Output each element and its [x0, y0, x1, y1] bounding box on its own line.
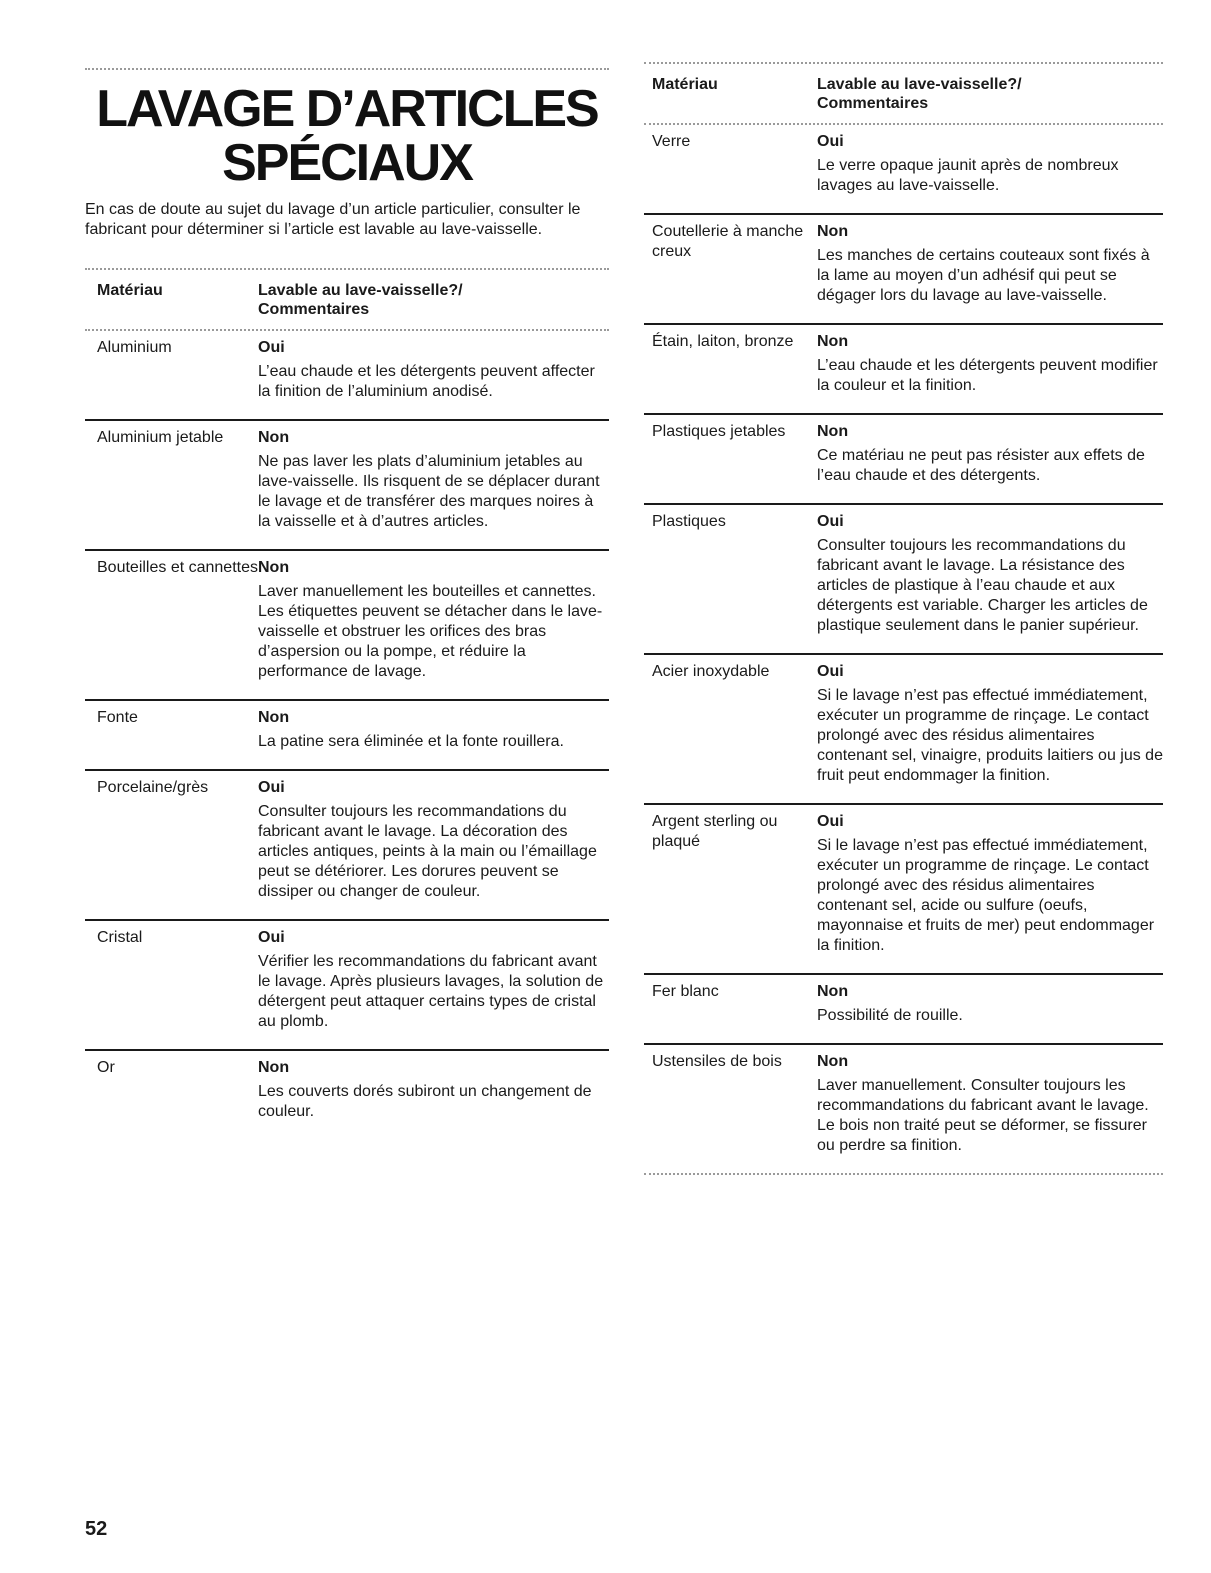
- table-row: [85, 701, 609, 771]
- dishwasher-safe-verdict: Non: [258, 559, 290, 576]
- page-number: 52: [85, 1518, 108, 1540]
- dishwasher-safe-verdict: Non: [258, 709, 290, 726]
- comment-cell: [817, 812, 1163, 956]
- intro-paragraph: En cas de doute au sujet du lavage d’un article particulier, consulter le fabricant pour déterminer si l’article est lavable au lave-vaisselle.: [85, 201, 581, 238]
- dishwasher-safe-verdict: Oui: [817, 663, 844, 680]
- table-row: [85, 551, 609, 701]
- comment-text: Consulter toujours les recommandations du fabricant avant le lavage. La décoration des articles antiques, peints à la main ou l’émaillage peut se détériorer. Les dorures peuvent se dissiper ou changer de couleur.: [258, 803, 597, 900]
- header-comments: [258, 281, 609, 319]
- header-material: Matériau: [652, 76, 718, 93]
- comment-text: Vérifier les recommandations du fabricant avant le lavage. Après plusieurs lavages, la solution de détergent peut attaquer certains types de cristal au plomb.: [258, 953, 604, 1030]
- material-cell: Verre: [652, 133, 691, 150]
- comment-cell: [817, 222, 1163, 306]
- dishwasher-safe-verdict: Oui: [817, 513, 844, 530]
- dishwasher-safe-verdict: Oui: [258, 929, 285, 946]
- table-row: [644, 415, 1163, 505]
- dishwasher-safe-verdict: Oui: [817, 133, 844, 150]
- materials-table-right: [644, 62, 1163, 1175]
- comment-cell: [817, 332, 1163, 396]
- table-row: [85, 921, 609, 1051]
- comment-text: L’eau chaude et les détergents peuvent modifier la couleur et la finition.: [817, 357, 1158, 394]
- dishwasher-safe-verdict: Oui: [258, 779, 285, 796]
- material-cell: Bouteilles et cannettes: [97, 559, 258, 576]
- dishwasher-safe-verdict: Non: [817, 423, 849, 440]
- comment-text: Laver manuellement. Consulter toujours les recommandations du fabricant avant le lavage. Le bois non traité peut se déformer, se fissurer ou perdre sa finition.: [817, 1077, 1149, 1154]
- comment-cell: [817, 512, 1163, 636]
- material-cell: Fonte: [97, 709, 138, 726]
- table-row: [644, 975, 1163, 1045]
- material-cell: Plastiques jetables: [652, 423, 786, 440]
- dishwasher-safe-verdict: Oui: [258, 339, 285, 356]
- table-row: [644, 1045, 1163, 1175]
- materials-table-left: [85, 268, 609, 1122]
- table-body-left: [85, 331, 609, 1122]
- material-cell: Argent sterling ou plaqué: [652, 813, 778, 850]
- table-header: [644, 62, 1163, 125]
- comment-text: Les manches de certains couteaux sont fixés à la lame au moyen d’un adhésif qui peut se dégager lors du lavage au lave-vaisselle.: [817, 247, 1150, 304]
- comment-text: Possibilité de rouille.: [817, 1007, 963, 1024]
- comment-text: Laver manuellement les bouteilles et cannettes. Les étiquettes peuvent se détacher dans le lave-vaisselle et obstruer les orifices des bras d’aspersion ou la pompe, et réduire la performance de lavage.: [258, 583, 603, 680]
- material-cell: Ustensiles de bois: [652, 1053, 782, 1070]
- comment-cell: [817, 132, 1163, 196]
- header-comments-line2: Commentaires: [817, 95, 929, 112]
- material-cell: Étain, laiton, bronze: [652, 333, 794, 350]
- material-cell: Fer blanc: [652, 983, 719, 1000]
- table-row: [85, 421, 609, 551]
- dishwasher-safe-verdict: Non: [258, 1059, 290, 1076]
- page-title-line1: LAVAGE D’ARTICLES: [96, 80, 598, 138]
- table-body-right: [644, 125, 1163, 1175]
- material-cell: Porcelaine/grès: [97, 779, 209, 796]
- table-row: [644, 125, 1163, 215]
- header-comments-line2: Commentaires: [258, 301, 370, 318]
- comment-text: Les couverts dorés subiront un changement de couleur.: [258, 1083, 592, 1120]
- material-cell: Aluminium jetable: [97, 429, 224, 446]
- page-title-line2: SPÉCIAUX: [222, 134, 472, 192]
- dishwasher-safe-verdict: Oui: [817, 813, 844, 830]
- header-comments-line1: Lavable au lave-vaisselle?/: [817, 76, 1022, 93]
- comment-text: Consulter toujours les recommandations du fabricant avant le lavage. La résistance des articles de plastique à l’eau chaude et aux détergents est variable. Charger les articles de plastique seulement dans le panier supérieur.: [817, 537, 1148, 634]
- comment-text: Ne pas laver les plats d’aluminium jetables au lave-vaisselle. Ils risquent de se déplacer durant le lavage et de transférer des marques noires à la vaisselle et à d’autres articles.: [258, 453, 600, 530]
- page-title: [85, 82, 609, 190]
- table-row: [644, 655, 1163, 805]
- dishwasher-safe-verdict: Non: [817, 983, 849, 1000]
- table-row: [644, 505, 1163, 655]
- header-comments: [817, 75, 1163, 113]
- dishwasher-safe-verdict: Non: [258, 429, 290, 446]
- comment-cell: [817, 662, 1163, 786]
- material-cell: Or: [97, 1059, 115, 1076]
- dishwasher-safe-verdict: Non: [817, 1053, 849, 1070]
- comment-text: Si le lavage n’est pas effectué immédiatement, exécuter un programme de rinçage. Le contact prolongé avec des résidus alimentaires contenant sel, acide ou sulfure (oeufs, mayonnaise et fruits de mer) peut endommager la finition.: [817, 837, 1155, 954]
- comment-text: L’eau chaude et les détergents peuvent affecter la finition de l’aluminium anodisé.: [258, 363, 595, 400]
- table-row: [644, 325, 1163, 415]
- comment-cell: [817, 982, 1163, 1026]
- table-row: [644, 805, 1163, 975]
- comment-cell: [258, 708, 609, 752]
- top-divider: [85, 68, 609, 70]
- table-header: [85, 268, 609, 331]
- comment-cell: [258, 1058, 609, 1122]
- material-cell: Acier inoxydable: [652, 663, 770, 680]
- comment-text: Le verre opaque jaunit après de nombreux lavages au lave-vaisselle.: [817, 157, 1119, 194]
- table-row: [85, 1051, 609, 1122]
- comment-cell: [258, 338, 609, 402]
- table-row: [85, 331, 609, 421]
- table-row: [644, 215, 1163, 325]
- comment-text: Si le lavage n’est pas effectué immédiatement, exécuter un programme de rinçage. Le contact prolongé avec des résidus alimentaires contenant sel, vinaigre, produits laitiers ou jus de fruit peut endommager la finition.: [817, 687, 1163, 784]
- comment-cell: [817, 1052, 1163, 1156]
- dishwasher-safe-verdict: Non: [817, 223, 849, 240]
- comment-text: La patine sera éliminée et la fonte rouillera.: [258, 733, 564, 750]
- material-cell: Aluminium: [97, 339, 172, 356]
- comment-cell: [258, 428, 609, 532]
- dishwasher-safe-verdict: Non: [817, 333, 849, 350]
- comment-cell: [258, 558, 609, 682]
- header-material: Matériau: [97, 282, 163, 299]
- comment-cell: [258, 778, 609, 902]
- comment-text: Ce matériau ne peut pas résister aux effets de l’eau chaude et des détergents.: [817, 447, 1145, 484]
- material-cell: Coutellerie à manche creux: [652, 223, 804, 260]
- material-cell: Plastiques: [652, 513, 726, 530]
- comment-cell: [817, 422, 1163, 486]
- header-comments-line1: Lavable au lave-vaisselle?/: [258, 282, 463, 299]
- comment-cell: [258, 928, 609, 1032]
- table-row: [85, 771, 609, 921]
- material-cell: Cristal: [97, 929, 143, 946]
